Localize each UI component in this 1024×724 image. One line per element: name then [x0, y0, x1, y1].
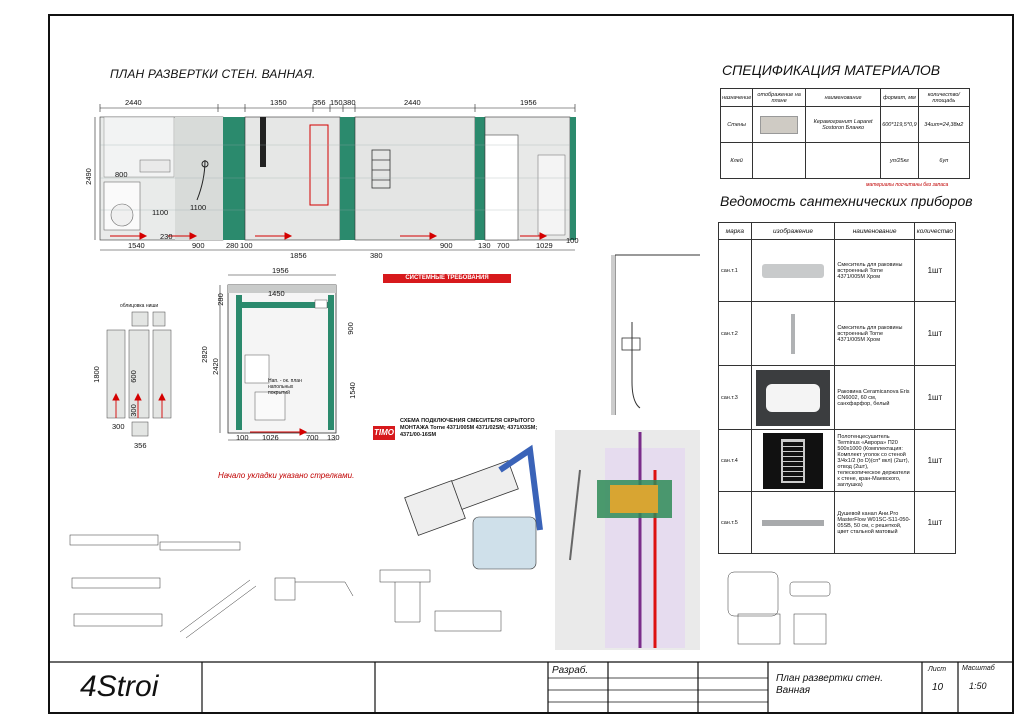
sant-heading: Ведомость сантехнических приборов	[720, 193, 973, 209]
dim-label: 800	[115, 170, 128, 179]
dim-label: 900	[345, 322, 355, 335]
sheet-label: Лист	[928, 666, 947, 673]
dim-label: 100	[240, 241, 253, 250]
spec-cell: 6уп	[918, 143, 969, 179]
sant-mark: сан.т.2	[719, 302, 752, 366]
scale-value: 1:50	[969, 681, 987, 691]
spec-cell: 34шт=24,38м2	[918, 107, 969, 143]
sant-qty: 1шт	[914, 240, 955, 302]
dim-label: 100	[566, 236, 579, 245]
dim-label: 1100	[152, 208, 169, 217]
dim-label: 280	[215, 293, 225, 306]
company-logo: 4Stroi	[80, 670, 159, 703]
spec-note: материалы посчитаны без запаса	[866, 182, 949, 188]
spec-cell: Керамогранит Laparet Sostoron Бланко	[805, 107, 880, 143]
plan-heading: ПЛАН РАЗВЕРТКИ СТЕН. ВАННАЯ.	[110, 67, 316, 81]
dim-label: 130	[478, 241, 491, 250]
dim-label: 1856	[290, 251, 307, 260]
niche-note: облицовка ниши	[120, 303, 159, 309]
spec-cell: 600*119,5*0,9	[881, 107, 918, 143]
dim-label: 1540	[128, 241, 145, 250]
dim-label: 700	[497, 241, 510, 250]
dim-label: 130	[327, 433, 340, 442]
sant-header: количество	[914, 223, 955, 240]
dim-label: 900	[192, 241, 205, 250]
sant-mark: сан.т.3	[719, 366, 752, 430]
sant-header: наименование	[835, 223, 914, 240]
sant-mark: сан.т.4	[719, 430, 752, 492]
dim-label: 100	[236, 433, 249, 442]
dim-label: 1026	[262, 433, 279, 442]
system-header: СИСТЕМНЫЕ ТРЕБОВАНИЯ	[383, 274, 511, 283]
sant-qty: 1шт	[914, 492, 955, 554]
sheet-title: План развертки стен. Ванная	[776, 673, 883, 696]
spec-header: наименование	[805, 89, 880, 107]
dim-label: 900	[440, 241, 453, 250]
spec-cell: Стены	[721, 107, 753, 143]
dim-label: 2440	[404, 98, 421, 107]
spec-header: количество/ площадь	[918, 89, 969, 107]
sant-header: изображение	[751, 223, 835, 240]
dim-label: 356	[313, 98, 326, 107]
sheet-number: 10	[932, 682, 944, 693]
dim-label: 300	[112, 422, 125, 431]
dim-label: 1350	[270, 98, 287, 107]
dim-label: 1540	[347, 382, 357, 399]
sant-qty: 1шт	[914, 302, 955, 366]
scale-label: Масштаб	[962, 665, 995, 672]
dim-label: 150	[330, 98, 343, 107]
dim-label: 1450	[268, 289, 285, 298]
dim-label: 380	[370, 251, 383, 260]
spec-header: отображение на плане	[753, 89, 806, 107]
dim-label: 1800	[91, 366, 101, 383]
timo-logo: TIMO	[373, 426, 395, 440]
sant-header: марка	[719, 223, 752, 240]
developer-label: Разраб.	[552, 665, 589, 676]
dim-label: 600	[128, 370, 138, 383]
sant-name: Душевой канал Ани.Pro MasterFlow W01SC-S11-050-05SB, 50 см, с решеткой, цвет стальной матовый	[835, 492, 914, 554]
spec-cell: Клей	[721, 143, 753, 179]
sant-name: Смеситель для раковины встроенный Torne 4371/005M Хром	[835, 302, 914, 366]
dim-label: 300	[128, 404, 138, 417]
dim-label: 2420	[210, 358, 220, 375]
sant-name: Полотенцесушитель Terminus «Аврора» П20 500х1000 (Комплектация: Комплект уголок со стеной 3/4х1/2 (to D)(сп* вкл) (2шт), отвод (2шт), телескопическое держатели к стене, кран-Маевского, заглушка)	[835, 430, 914, 492]
dim-label: 380	[343, 98, 356, 107]
dim-label: 2440	[125, 98, 142, 107]
spec-header: назначение	[721, 89, 753, 107]
dim-label: 1100	[190, 203, 207, 212]
sant-qty: 1шт	[914, 366, 955, 430]
floor-note: Нап. - ок. план напольных покрытий	[268, 378, 302, 396]
sant-mark: сан.т.5	[719, 492, 752, 554]
dim-label: 700	[306, 433, 319, 442]
spec-cell: уп/25кг	[881, 143, 918, 179]
schema-title: СХЕМА ПОДКЛЮЧЕНИЯ СМЕСИТЕЛЯ СКРЫТОГО МОНТАЖА Torne 4371/005M 4371/02SM; 4371/03SM; 4371/00-16SM	[400, 418, 538, 438]
sant-name: Раковина Ceramicanova Eris CN6002, 60 см, санхфарфор, белый	[835, 366, 914, 430]
dim-label: 1029	[536, 241, 553, 250]
sant-mark: сан.т.1	[719, 240, 752, 302]
dim-label: 230	[160, 232, 173, 241]
dim-label: 280	[226, 241, 239, 250]
dim-label: 1956	[520, 98, 537, 107]
start-note: Начало укладки указано стрелками.	[218, 471, 355, 480]
sant-name: Смеситель для раковины встроенный Torne 4371/005M Хром	[835, 240, 914, 302]
dim-label: 2490	[83, 168, 93, 185]
spec-heading: СПЕЦИФИКАЦИЯ МАТЕРИАЛОВ	[722, 62, 941, 78]
dim-label: 2820	[199, 346, 209, 363]
spec-header: формат, мм	[881, 89, 918, 107]
dim-label: 1956	[272, 266, 289, 275]
sant-qty: 1шт	[914, 430, 955, 492]
dim-label: 356	[134, 441, 147, 450]
